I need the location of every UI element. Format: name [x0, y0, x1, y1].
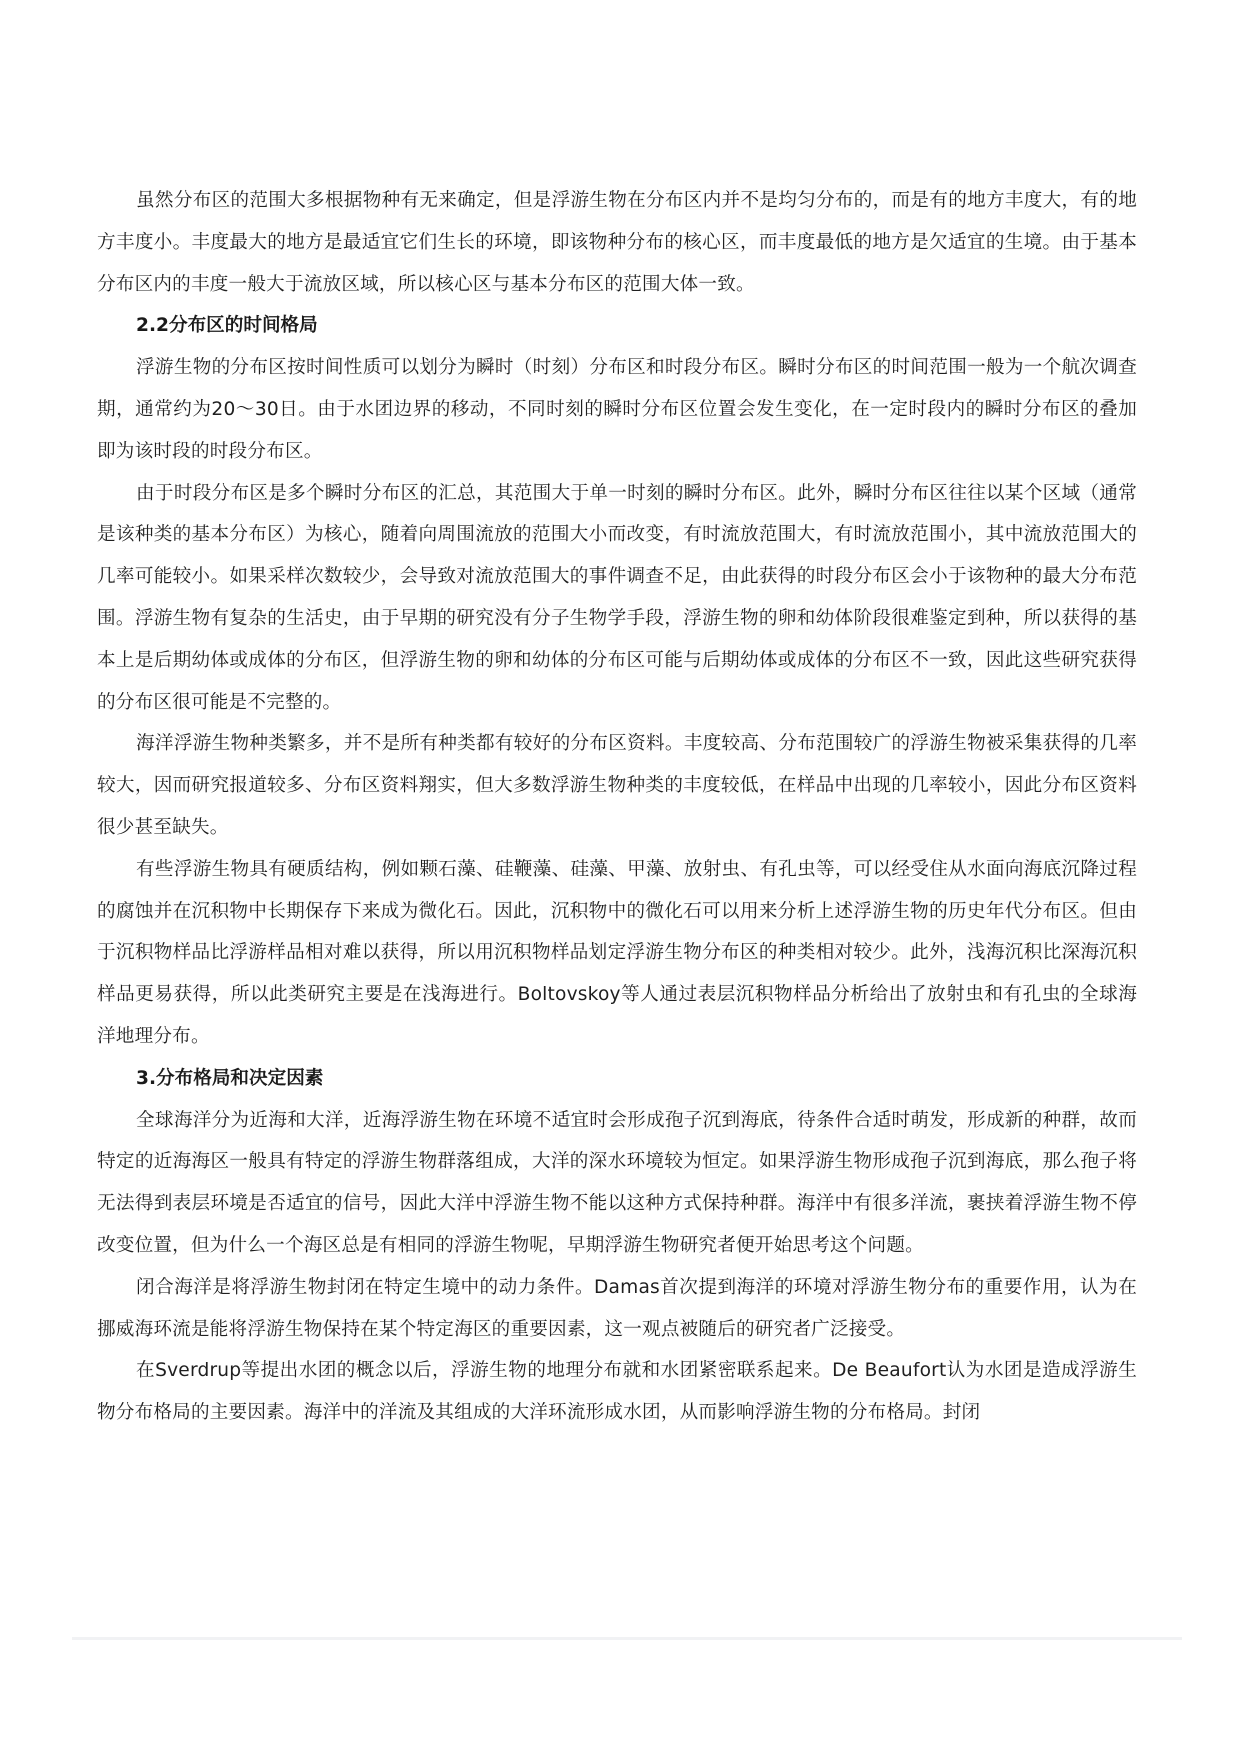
paragraph-species-data: 海洋浮游生物种类繁多，并不是所有种类都有较好的分布区资料。丰度较高、分布范围较广的浮游生物被采集获得的几率较大，因而研究报道较多、分布区资料翔实，但大多数浮游生物种类的丰度较低，在样品中出现的几率较小，因此分布区资料很少甚至缺失。 [97, 733, 1137, 838]
section-heading-3: 3.分布格局和决定因素 [136, 1067, 324, 1089]
paragraph-instantaneous-distribution: 浮游生物的分布区按时间性质可以划分为瞬时（时刻）分布区和时段分布区。瞬时分布区的时间范围一般为一个航次调查期，通常约为20～30日。由于水团边界的移动，不同时刻的瞬时分布区位置会发生变化，在一定时段内的瞬时分布区的叠加即为该时段的时段分布区。 [97, 357, 1137, 462]
paragraph-coastal-ocean: 全球海洋分为近海和大洋，近海浮游生物在环境不适宜时会形成孢子沉到海底，待条件合适时萌发，形成新的种群，故而特定的近海海区一般具有特定的浮游生物群落组成，大洋的深水环境较为恒定。如果浮游生物形成孢子沉到海底，那么孢子将无法得到表层环境是否适宜的信号，因此大洋中浮游生物不能以这种方式保持种群。海洋中有很多洋流，裹挟着浮游生物不停改变位置，但为什么一个海区总是有相同的浮游生物呢，早期浮游生物研究者便开始思考这个问题。 [97, 1109, 1137, 1256]
document-page [97, 180, 1137, 1434]
section-heading-2-2: 2.2分布区的时间格局 [136, 315, 318, 337]
paragraph-closed-ocean: 闭合海洋是将浮游生物封闭在特定生境中的动力条件。Damas首次提到海洋的环境对浮游生物分布的重要作用，认为在挪威海环流是能将浮游生物保持在某个特定海区的重要因素，这一观点被随后的研究者广泛接受。 [97, 1276, 1137, 1340]
page-divider [72, 1637, 1182, 1640]
paragraph-period-distribution: 由于时段分布区是多个瞬时分布区的汇总，其范围大于单一时刻的瞬时分布区。此外，瞬时分布区往往以某个区域（通常是该种类的基本分布区）为核心，随着向周围流放的范围大小而改变，有时流放范围大，有时流放范围小，其中流放范围大的几率可能较小。如果采样次数较少，会导致对流放范围大的事件调查不足，由此获得的时段分布区会小于该物种的最大分布范围。浮游生物有复杂的生活史，由于早期的研究没有分子生物学手段，浮游生物的卵和幼体阶段很难鉴定到种，所以获得的基本上是后期幼体或成体的分布区，但浮游生物的卵和幼体的分布区可能与后期幼体或成体的分布区不一致，因此这些研究获得的分布区很可能是不完整的。 [97, 482, 1137, 713]
paragraph-microfossils: 有些浮游生物具有硬质结构，例如颗石藻、硅鞭藻、硅藻、甲藻、放射虫、有孔虫等，可以经受住从水面向海底沉降过程的腐蚀并在沉积物中长期保存下来成为微化石。因此，沉积物中的微化石可以用来分析上述浮游生物的历史年代分布区。但由于沉积物样品比浮游样品相对难以获得，所以用沉积物样品划定浮游生物分布区的种类相对较少。此外，浅海沉积比深海沉积样品更易获得，所以此类研究主要是在浅海进行。Boltovskoy等人通过表层沉积物样品分析给出了放射虫和有孔虫的全球海洋地理分布。 [97, 858, 1137, 1047]
paragraph-water-masses: 在Sverdrup等提出水团的概念以后，浮游生物的地理分布就和水团紧密联系起来。De Beaufort认为水团是造成浮游生物分布格局的主要因素。海洋中的洋流及其组成的大洋环流形成水团，从而影响浮游生物的分布格局。封闭 [97, 1360, 1137, 1424]
paragraph-distribution-abundance: 虽然分布区的范围大多根据物种有无来确定，但是浮游生物在分布区内并不是均匀分布的，而是有的地方丰度大，有的地方丰度小。丰度最大的地方是最适宜它们生长的环境，即该物种分布的核心区，而丰度最低的地方是欠适宜的生境。由于基本分布区内的丰度一般大于流放区域，所以核心区与基本分布区的范围大体一致。 [97, 190, 1137, 295]
